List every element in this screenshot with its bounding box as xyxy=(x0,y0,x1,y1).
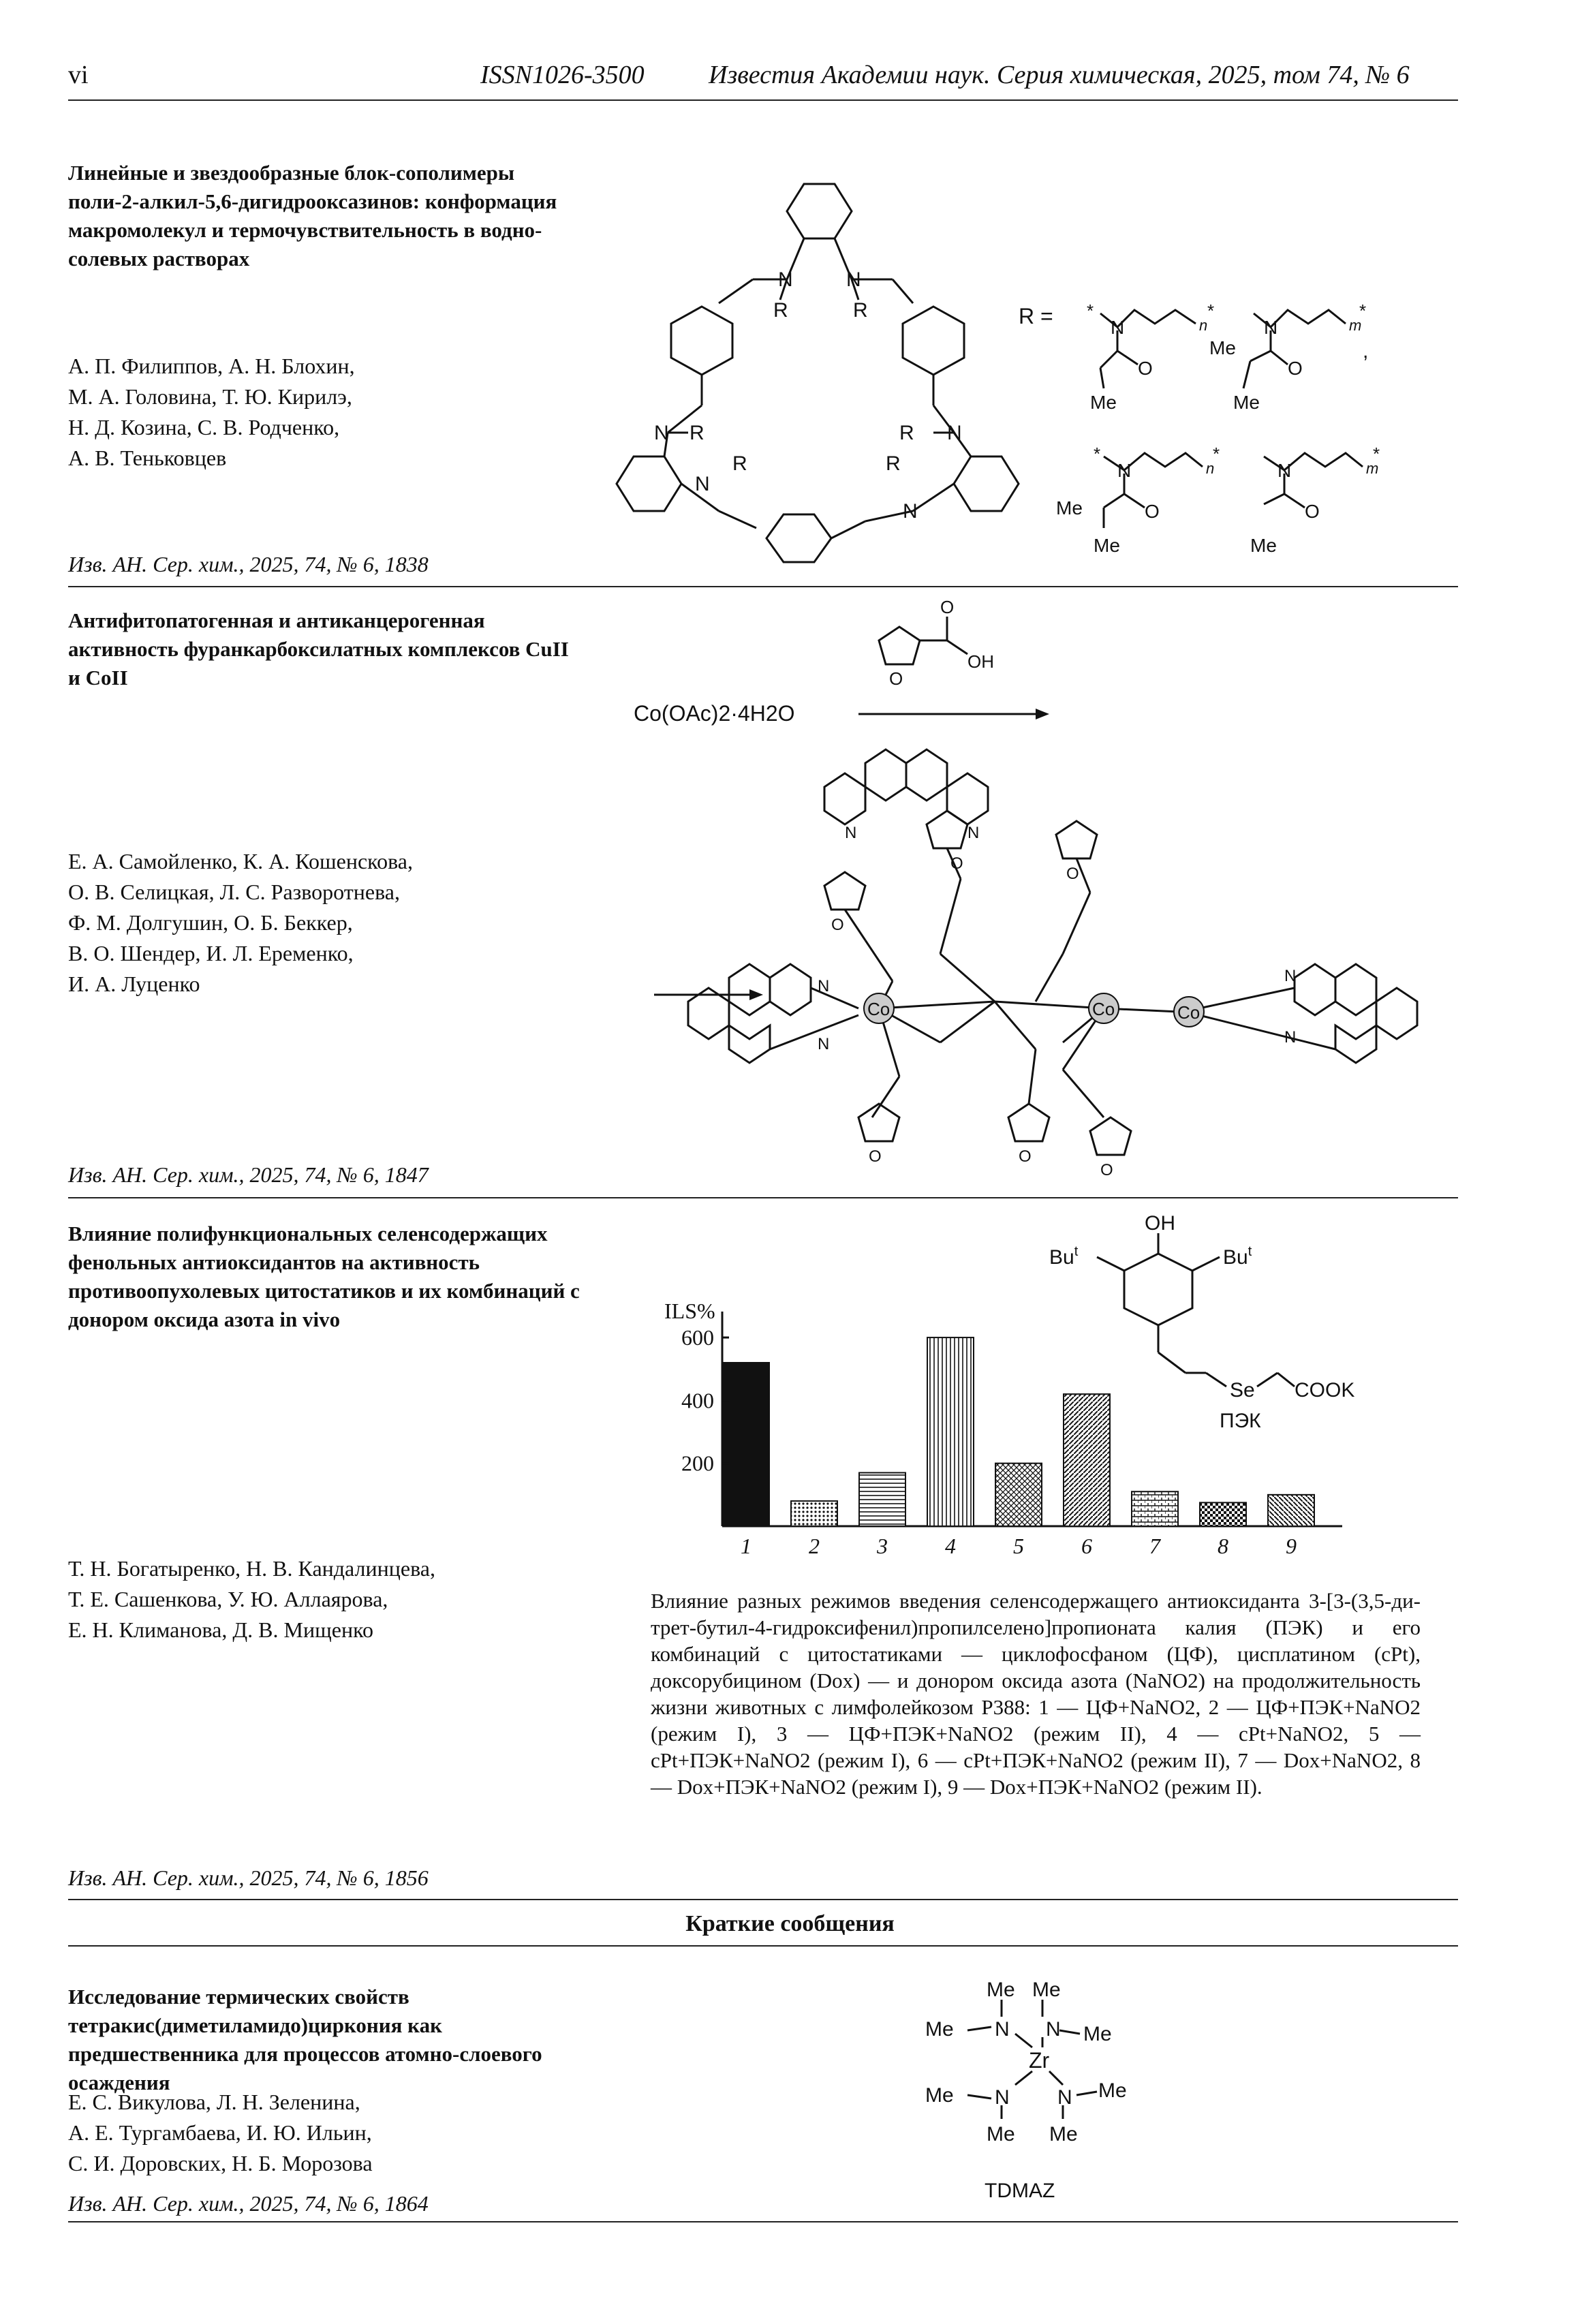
n-atom-label: N xyxy=(778,268,793,291)
author-line: И. А. Луценко xyxy=(68,972,200,996)
o-atom-label: O xyxy=(950,854,963,873)
article-rule xyxy=(68,1899,1458,1900)
author-line: А. В. Теньковцев xyxy=(68,446,227,470)
author-line: Т. Н. Богатыренко, Н. В. Кандалинцева, xyxy=(68,1556,435,1581)
article-3-authors xyxy=(68,1553,600,1645)
bar-1 xyxy=(723,1363,769,1526)
y-axis-label: ILS% xyxy=(664,1301,715,1323)
n-atom-label: N xyxy=(818,977,830,995)
article-1-authors xyxy=(68,351,600,474)
n-atom-label: N xyxy=(967,824,980,842)
author-line: Ф. М. Долгушин, О. Б. Беккер, xyxy=(68,910,353,935)
y-tick-label: 400 xyxy=(681,1388,714,1413)
o-atom-label: O xyxy=(831,916,844,934)
o-atom-label: O xyxy=(940,600,955,617)
author-line: С. И. Доровских, Н. Б. Морозова xyxy=(68,2151,373,2175)
methyl-label: Me xyxy=(925,2018,954,2041)
bar-4 xyxy=(927,1337,974,1526)
article-4-reference[interactable]: Изв. АН. Сер. хим., 2025, 74, № 6, 1864 xyxy=(68,2191,429,2216)
article-rule xyxy=(68,586,1458,587)
x-tick-label: 5 xyxy=(1013,1534,1024,1558)
o-atom-label: O xyxy=(1138,358,1153,379)
cook-label: COOK xyxy=(1295,1379,1355,1401)
cobalt-label: Co xyxy=(1092,999,1115,1019)
bar-3 xyxy=(859,1473,905,1526)
article-3-title[interactable]: Влияние полифункциональных селенсодержащих фенольных антиоксидантов на активность противоопухолевых цитостатиков и их комбинаций с донором оксида азота in vivo xyxy=(68,1222,580,1331)
methyl-label: Me xyxy=(1250,535,1277,556)
author-line: Е. С. Викулова, Л. Н. Зеленина, xyxy=(68,2090,360,2114)
x-tick-label: 2 xyxy=(809,1534,820,1558)
n-atom-label: N xyxy=(1284,967,1297,985)
x-tick-label: 1 xyxy=(741,1534,752,1558)
methyl-label: Me xyxy=(1098,2079,1127,2102)
article-2-title[interactable] xyxy=(68,606,586,692)
methyl-label: Me xyxy=(1094,535,1120,556)
author-line: М. А. Головина, Т. Ю. Кирилэ, xyxy=(68,384,352,409)
n-atom-label: N xyxy=(1277,460,1292,481)
bar-7 xyxy=(1132,1491,1178,1526)
author-line: В. О. Шендер, И. Л. Еременко, xyxy=(68,941,354,965)
o-atom-label: O xyxy=(1066,865,1079,883)
n-atom-label: N xyxy=(1046,2018,1061,2041)
pek-name: ПЭК xyxy=(1220,1410,1261,1431)
o-atom-label: O xyxy=(1100,1161,1113,1179)
bar-5 xyxy=(995,1463,1042,1526)
methyl-label: Me xyxy=(1083,2023,1112,2045)
r-label: R xyxy=(773,299,788,322)
o-atom-label: O xyxy=(889,668,903,689)
article-1-title[interactable]: Линейные и звездообразные блок-сополимеры поли-2-алкил-5,6-дигидрооксазинов: конформация макромолекул и термочувствительность в водно-солевых растворах xyxy=(68,161,557,270)
n-subscript: n xyxy=(1199,317,1208,334)
svg-text:*: * xyxy=(1207,300,1215,321)
methyl-label: Me xyxy=(925,2084,954,2107)
r-label: R xyxy=(899,422,914,444)
tbutyl-label: Bu$^t$ xyxy=(1223,1244,1252,1269)
methyl-label: Me xyxy=(1049,2123,1078,2145)
tdmaz-structure xyxy=(906,1962,1179,2221)
r-label: R xyxy=(853,299,868,322)
hydroxyl-label: OH xyxy=(967,651,994,672)
methyl-label: Me xyxy=(987,1979,1015,2001)
methyl-label: Me xyxy=(1209,337,1236,358)
r-label: R xyxy=(886,452,901,475)
n-atom-label: N xyxy=(1117,460,1132,481)
figure-caption: Влияние разных режимов введения селенсодержащего антиоксиданта 3-[3-(3,5-ди-трет-бутил-4-гидроксифенил)пропилселено]пропионата калия (ПЭК) и его комбинаций с цитостатиками — циклофосфаном (ЦФ), цисплатином (cPt), доксорубицином (Dox) — и донором оксида азота (NaNO2) на продолжительность жизни животных с лимфолейкозом P388: 1 — ЦФ+NaNO2, 2 — ЦФ+ПЭК+NaNO2 (режим I), 3 — ЦФ+ПЭК+NaNO2 (режим II), 4 — cPt+NaNO2, 5 — cPt+ПЭК+NaNO2 (режим I), 6 — cPt+ПЭК+NaNO2 (режим II), 7 — Dox+NaNO2, 8 — Dox+ПЭК+NaNO2 (режим I), 9 — Dox+ПЭК+NaNO2 (режим II). xyxy=(651,1589,1421,1799)
n-atom-label: N xyxy=(995,2086,1010,2109)
bar-2 xyxy=(791,1501,837,1526)
n-atom-label: N xyxy=(995,2018,1010,2041)
n-atom-label: N xyxy=(947,422,962,444)
author-line: А. Е. Тургамбаева, И. Ю. Ильин, xyxy=(68,2120,372,2145)
author-line: Н. Д. Козина, С. В. Родченко, xyxy=(68,415,340,439)
x-tick-label: 4 xyxy=(945,1534,956,1558)
reagent-label: Co(OAc)2·4H2O xyxy=(634,701,795,726)
r-label: R xyxy=(690,422,704,444)
header-rule xyxy=(68,99,1458,101)
article-1-reference[interactable]: Изв. АН. Сер. хим., 2025, 74, № 6, 1838 xyxy=(68,552,429,576)
o-atom-label: O xyxy=(1145,501,1160,522)
n-atom-label: N xyxy=(1057,2086,1072,2109)
svg-text:*: * xyxy=(1087,300,1094,321)
zirconium-label: Zr xyxy=(1029,2048,1050,2073)
y-tick-label: 600 xyxy=(681,1325,714,1350)
x-tick-label: 8 xyxy=(1218,1534,1228,1558)
author-line: Е. Н. Климанова, Д. В. Мищенко xyxy=(68,1617,373,1642)
x-tick-label: 7 xyxy=(1149,1534,1160,1558)
article-3-reference[interactable]: Изв. АН. Сер. хим., 2025, 74, № 6, 1856 xyxy=(68,1865,429,1890)
article-4-authors xyxy=(68,2087,600,2179)
methyl-label: Me xyxy=(987,2123,1015,2145)
tbutyl-label: Bu$^t$ xyxy=(1049,1244,1079,1269)
n-atom-label: N xyxy=(903,500,918,523)
section-heading: Краткие сообщения xyxy=(685,1911,895,1936)
n-atom-label: N xyxy=(1264,317,1278,338)
bar-8 xyxy=(1200,1502,1246,1526)
author-line: О. В. Селицкая, Л. С. Разворотнева, xyxy=(68,880,400,904)
page-number: vi xyxy=(68,61,89,89)
tdmaz-name: TDMAZ xyxy=(985,2180,1055,2202)
svg-text:*: * xyxy=(1213,444,1220,464)
svg-text:*: * xyxy=(1359,300,1367,321)
x-tick-label: 9 xyxy=(1286,1534,1297,1558)
article-rule xyxy=(68,1197,1458,1198)
author-line: А. П. Филиппов, А. Н. Блохин, xyxy=(68,354,355,378)
n-atom-label: N xyxy=(1284,1028,1297,1047)
methyl-label: Me xyxy=(1056,497,1083,518)
x-tick-label: 3 xyxy=(877,1534,888,1558)
article-2-authors xyxy=(68,846,600,1000)
methyl-label: Me xyxy=(1090,392,1117,413)
n-atom-label: N xyxy=(695,473,710,495)
n-atom-label: N xyxy=(846,268,861,291)
o-atom-label: O xyxy=(1288,358,1303,379)
n-atom-label: N xyxy=(1111,317,1125,338)
author-line: Е. А. Самойленко, К. А. Кошенскова, xyxy=(68,849,413,873)
o-atom-label: O xyxy=(1305,501,1320,522)
journal-title: Известия Академии наук. Серия химическая, 2025, том 74, № 6 xyxy=(709,61,1410,89)
r-label: R xyxy=(732,452,747,475)
n-atom-label: N xyxy=(845,824,857,842)
m-subscript: m xyxy=(1366,460,1379,477)
o-atom-label: O xyxy=(869,1147,882,1166)
cobalt-label: Co xyxy=(1177,1002,1201,1023)
y-tick-label: 200 xyxy=(681,1451,714,1476)
n-atom-label: N xyxy=(654,422,669,444)
bar-9 xyxy=(1268,1495,1314,1526)
article-4-title[interactable]: Исследование термических свойств тетракис(диметиламидо)циркония как предшественника для процессов атомно-слоевого осаждения xyxy=(68,1985,542,2094)
svg-text:*: * xyxy=(1373,444,1380,464)
article-2-title-text: Антифитопатогенная и антиканцерогенная активность фуранкарбоксилатных комплексов CuII и CoII xyxy=(68,608,569,690)
x-tick-label: 6 xyxy=(1081,1534,1092,1558)
n-atom-label: N xyxy=(818,1035,830,1053)
methyl-label: Me xyxy=(1032,1979,1061,2001)
macrocycle-structure xyxy=(600,170,1485,579)
r-equals-label: R = xyxy=(1019,304,1053,328)
cobalt-label: Co xyxy=(867,999,890,1019)
methyl-label: Me xyxy=(1233,392,1260,413)
o-atom-label: O xyxy=(1019,1147,1032,1166)
footer-rule xyxy=(68,2221,1458,2222)
cobalt-complex-scheme xyxy=(613,600,1465,1199)
hydroxyl-label: OH xyxy=(1145,1212,1175,1235)
selenium-label: Se xyxy=(1230,1379,1255,1401)
n-subscript: n xyxy=(1206,460,1215,477)
pek-structure xyxy=(1002,1206,1444,1431)
m-subscript: m xyxy=(1349,317,1362,334)
issn: ISSN1026-3500 xyxy=(480,61,645,89)
comma: , xyxy=(1363,340,1369,362)
author-line: Т. Е. Сашенкова, У. Ю. Аллаярова, xyxy=(68,1587,388,1611)
section-rule xyxy=(68,1945,1458,1947)
article-2-reference[interactable]: Изв. АН. Сер. хим., 2025, 74, № 6, 1847 xyxy=(68,1162,429,1187)
svg-text:*: * xyxy=(1094,444,1101,464)
